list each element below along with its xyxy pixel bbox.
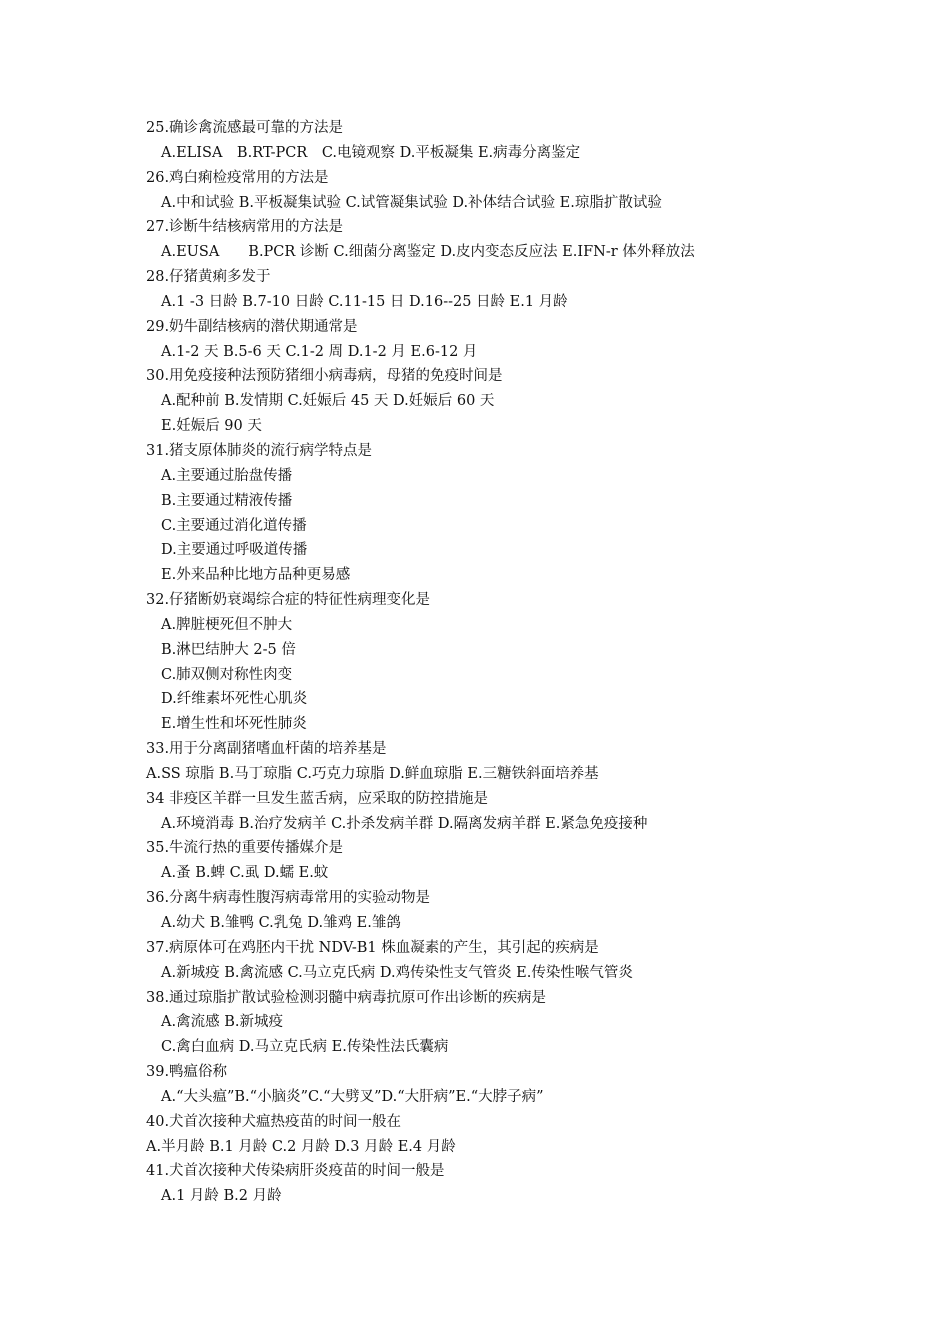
answer-option: E.增生性和坏死性肺炎 bbox=[161, 716, 307, 733]
answer-options: A.EUSA B.PCR 诊断 C.细菌分离鉴定 D.皮内变态反应法 E.IFN-r 体外释放法 bbox=[161, 244, 695, 261]
answer-options: A.环境消毒 B.治疗发病羊 C.扑杀发病羊群 D.隔离发病羊群 E.紧急免疫接种 bbox=[161, 815, 648, 832]
answer-options: A.幼犬 B.雏鸭 C.乳兔 D.雏鸡 E.雏鸽 bbox=[161, 915, 401, 931]
question-stem: 31.猪支原体肺炎的流行病学特点是 bbox=[146, 442, 373, 459]
question-stem: 26.鸡白痢检疫常用的方法是 bbox=[146, 169, 329, 186]
answer-option: C.主要通过消化道传播 bbox=[161, 517, 307, 534]
answer-option: A.主要通过胎盘传播 bbox=[161, 467, 293, 484]
answer-option: E.外来品种比地方品种更易感 bbox=[161, 567, 351, 584]
answer-options: A.新城疫 B.禽流感 C.马立克氏病 D.鸡传染性支气管炎 E.传染性喉气管炎 bbox=[161, 964, 633, 981]
answer-option: B.主要通过精液传播 bbox=[161, 492, 293, 509]
answer-option: B.淋巴结肿大 2-5 倍 bbox=[161, 641, 296, 658]
answer-option: C.肺双侧对称性肉变 bbox=[161, 666, 293, 683]
question-stem: 35.牛流行热的重要传播媒介是 bbox=[146, 840, 344, 857]
answer-options: A.SS 琼脂 B.马丁琼脂 C.巧克力琼脂 D.鲜血琼脂 E.三糖铁斜面培养基 bbox=[146, 765, 599, 782]
answer-option: D.主要通过呼吸道传播 bbox=[161, 542, 308, 559]
question-stem: 25.确诊禽流感最可靠的方法是 bbox=[146, 120, 344, 136]
question-stem: 39.鸭瘟俗称 bbox=[146, 1064, 228, 1081]
question-stem: 30.用免疫接种法预防猪细小病毒病，母猪的免疫时间是 bbox=[146, 368, 503, 385]
answer-options: A.蚤 B.蜱 C.虱 D.蠕 E.蚊 bbox=[161, 865, 329, 882]
answer-options: E.妊娠后 90 天 bbox=[161, 418, 262, 435]
answer-options: A.ELISA B.RT-PCR C.电镜观察 D.平板凝集 E.病毒分离鉴定 bbox=[161, 144, 581, 161]
answer-options: A.半月龄 B.1 月龄 C.2 月龄 D.3 月龄 E.4 月龄 bbox=[146, 1138, 456, 1155]
question-stem: 37.病原体可在鸡胚内干扰 NDV-B1 株血凝素的产生，其引起的疾病是 bbox=[146, 939, 599, 956]
question-stem: 33.用于分离副猪嗜血杆菌的培养基是 bbox=[146, 741, 387, 758]
answer-options: A.1-2 天 B.5-6 天 C.1-2 周 D.1-2 月 E.6-12 月 bbox=[161, 343, 478, 360]
answer-options: A.1 -3 日龄 B.7-10 日龄 C.11-15 日 D.16--25 日龄 E.1 月龄 bbox=[161, 293, 568, 310]
question-stem: 29.奶牛副结核病的潜伏期通常是 bbox=[146, 318, 358, 335]
answer-options: A.1 月龄 B.2 月龄 bbox=[161, 1188, 282, 1205]
question-stem: 28.仔猪黄痢多发于 bbox=[146, 269, 271, 286]
answer-options: A.“大头瘟”B.“小脑炎”C.“大劈叉”D.“大肝病”E.“大脖子病” bbox=[161, 1088, 544, 1105]
question-stem: 27.诊断牛结核病常用的方法是 bbox=[146, 219, 344, 236]
answer-options: A.中和试验 B.平板凝集试验 C.试管凝集试验 D.补体结合试验 E.琼脂扩散试验 bbox=[161, 194, 662, 211]
question-list bbox=[146, 116, 806, 1209]
answer-options: C.禽白血病 D.马立克氏病 E.传染性法氏囊病 bbox=[161, 1039, 449, 1056]
question-stem: 38.通过琼脂扩散试验检测羽髓中病毒抗原可作出诊断的疾病是 bbox=[146, 989, 547, 1006]
question-stem: 34 非疫区羊群一旦发生蓝舌病，应采取的防控措施是 bbox=[146, 790, 489, 807]
answer-option: A.脾脏梗死但不肿大 bbox=[161, 616, 293, 633]
question-stem: 40.犬首次接种犬瘟热疫苗的时间一般在 bbox=[146, 1113, 402, 1130]
question-stem: 41.犬首次接种犬传染病肝炎疫苗的时间一般是 bbox=[146, 1163, 445, 1180]
answer-options: A.配种前 B.发情期 C.妊娠后 45 天 D.妊娠后 60 天 bbox=[161, 393, 495, 410]
answer-options: A.禽流感 B.新城疫 bbox=[161, 1014, 283, 1031]
question-stem: 32.仔猪断奶衰竭综合症的特征性病理变化是 bbox=[146, 592, 431, 609]
answer-option: D.纤维素坏死性心肌炎 bbox=[161, 691, 308, 708]
question-stem: 36.分离牛病毒性腹泻病毒常用的实验动物是 bbox=[146, 890, 431, 907]
